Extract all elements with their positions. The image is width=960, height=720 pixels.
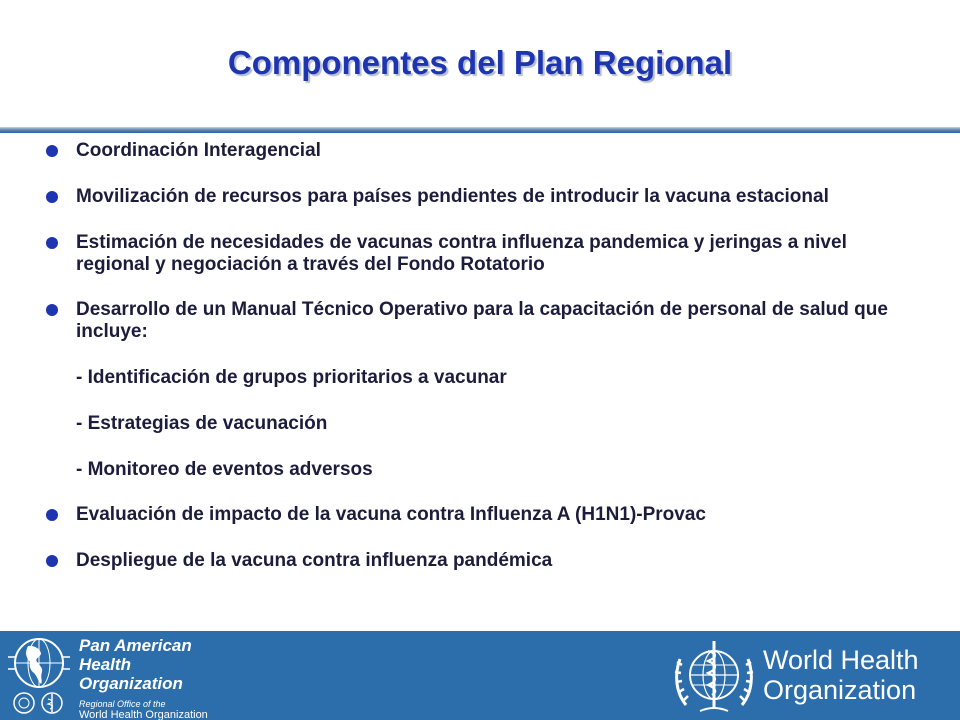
bullet-dot-icon <box>46 237 58 249</box>
bullet-item <box>46 232 926 276</box>
paho-name-line: Health <box>79 655 131 674</box>
bullet-item <box>46 299 926 481</box>
bullet-dot-icon <box>46 509 58 521</box>
bullet-text: Estimación de necesidades de vacunas contra influenza pandemica y jeringas a nivel regional y negociación a través del Fondo Rotatorio <box>76 232 847 275</box>
paho-regional-line: Regional Office of the <box>79 699 166 709</box>
bullet-dot-icon <box>46 191 58 203</box>
sub-item: - Monitoreo de eventos adversos <box>76 459 373 480</box>
bullet-text: Coordinación Interagencial <box>76 140 321 161</box>
paho-regional-line: World Health Organization <box>79 709 208 720</box>
bullet-dot-icon <box>46 304 58 316</box>
paho-globe-logo-icon <box>8 637 70 689</box>
bullet-text: Evaluación de impacto de la vacuna contra Influenza A (H1N1)-Provac <box>76 504 706 525</box>
who-name-line: World Health <box>763 645 919 675</box>
slide-title: Componentes del Plan Regional <box>227 44 733 81</box>
bullet-text: Movilización de recursos para países pendientes de introducir la vacuna estacional <box>76 186 829 207</box>
paho-name-line: Organization <box>79 674 183 693</box>
paho-name <box>79 636 192 693</box>
paho-small-emblems-icon <box>12 691 68 715</box>
sub-item: - Estrategias de vacunación <box>76 413 328 434</box>
sub-item: - Identificación de grupos prioritarios a vacunar <box>76 367 507 388</box>
who-name-line: Organization <box>763 675 917 705</box>
bullet-item <box>46 504 926 526</box>
bullet-item <box>46 140 926 162</box>
paho-name-line: Pan American <box>79 636 192 655</box>
who-emblem-logo-icon <box>672 635 756 717</box>
paho-regional-office <box>79 699 208 720</box>
title-divider <box>0 127 960 133</box>
bullet-dot-icon <box>46 555 58 567</box>
bullet-list <box>46 140 926 572</box>
who-name <box>763 645 919 705</box>
bullet-text: Despliegue de la vacuna contra influenza pandémica <box>76 550 553 571</box>
bullet-item <box>46 550 926 572</box>
bullet-text: Desarrollo de un Manual Técnico Operativo para la capacitación de personal de salud que incluye: <box>76 299 888 342</box>
bullet-dot-icon <box>46 145 58 157</box>
footer-bar <box>0 631 960 720</box>
bullet-item <box>46 186 926 208</box>
